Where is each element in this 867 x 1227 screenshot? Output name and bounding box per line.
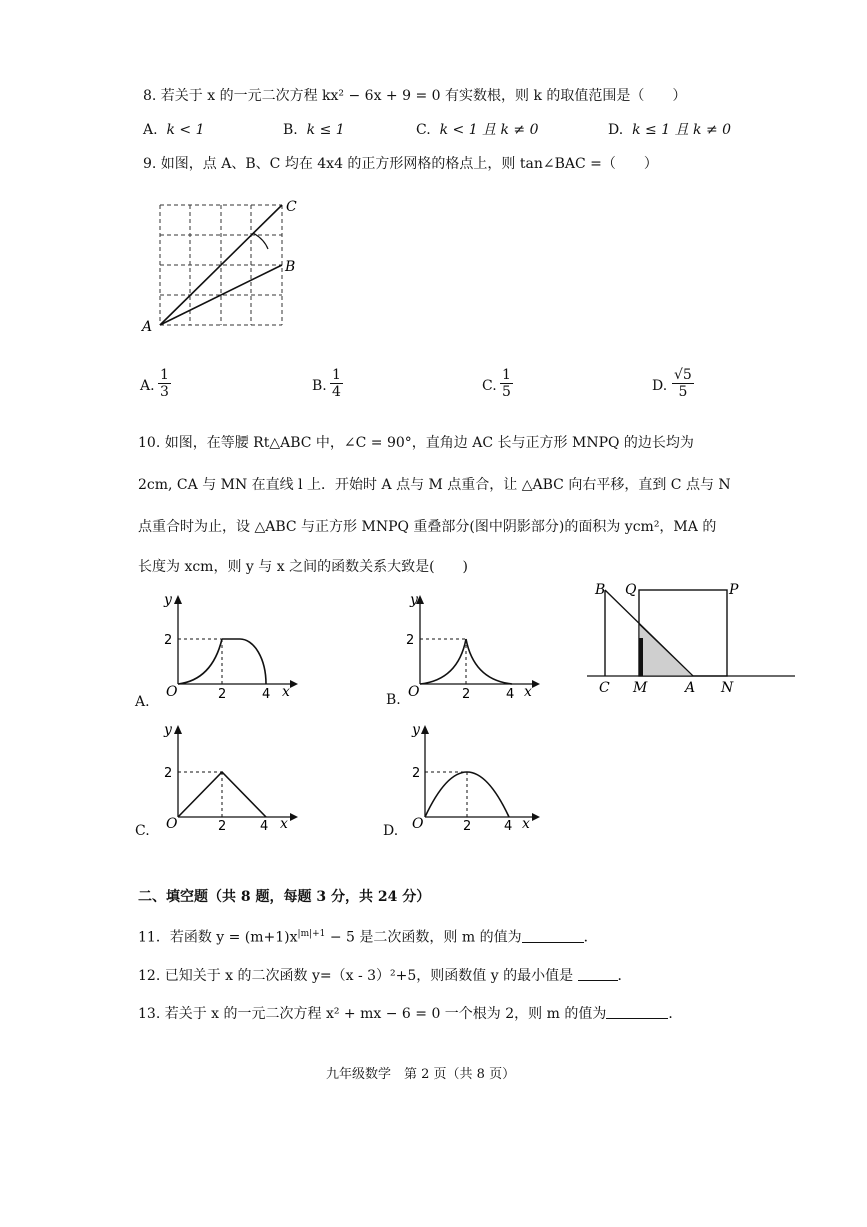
svg-text:M: M — [633, 680, 648, 696]
svg-text:y: y — [164, 592, 172, 608]
q10-graph-b — [400, 592, 550, 702]
svg-text:4: 4 — [504, 819, 513, 834]
q9-option-a-label: A. — [140, 378, 155, 394]
svg-text:y: y — [412, 722, 420, 738]
q9-option-d-label: D. — [652, 378, 668, 394]
q12-answer-blank — [578, 968, 618, 981]
svg-text:A: A — [685, 680, 696, 696]
q11-answer-blank — [522, 930, 584, 943]
q10-line-3: 点重合时为止，设 △ABC 与正方形 MNPQ 重叠部分(图中阴影部分)的面积为 ycm²，MA 的 — [138, 519, 717, 535]
q10-option-a-label: A. — [135, 694, 150, 710]
q10-triangle-square-figure — [585, 578, 800, 698]
page-footer: 九年级数学 第 2 页（共 8 页） — [326, 1067, 516, 1082]
svg-text:x: x — [522, 816, 530, 832]
point-c-label: C — [286, 199, 297, 215]
svg-text:2: 2 — [412, 766, 421, 781]
svg-text:O: O — [412, 816, 424, 832]
q9-option-b-label: B. — [312, 378, 327, 394]
q9-grid-figure — [140, 195, 320, 340]
svg-text:4: 4 — [506, 687, 515, 702]
q10-line-2: 2cm, CA 与 MN 在直线 l 上．开始时 A 点与 M 点重合，让 △ABC 向右平移，直到 C 点与 N — [138, 477, 731, 493]
svg-text:C: C — [599, 680, 610, 696]
q10-option-c-label: C. — [135, 823, 150, 839]
q9-option-d-fraction: $\frac{√5}{5}$ — [674, 367, 692, 400]
q9-option-b-fraction: $\frac{1}{4}$ — [332, 367, 341, 400]
q9-stem: 9. 如图，点 A、B、C 均在 4x4 的正方形网格的格点上，则 tan∠BAC =（ ） — [143, 156, 658, 172]
svg-text:Q: Q — [625, 582, 637, 598]
section-2-heading: 二、填空题（共 8 题，每题 3 分，共 24 分） — [138, 889, 431, 905]
svg-text:O: O — [408, 684, 420, 700]
q10-line-1: 10. 如图，在等腰 Rt△ABC 中，∠C = 90°，直角边 AC 长与正方形 MNPQ 的边长均为 — [138, 435, 694, 451]
svg-text:O: O — [166, 684, 178, 700]
q10-option-d-label: D. — [383, 823, 399, 839]
svg-text:y: y — [164, 722, 172, 738]
svg-text:P: P — [729, 582, 739, 598]
svg-text:2: 2 — [218, 819, 227, 834]
svg-text:x: x — [524, 684, 532, 700]
svg-text:4: 4 — [262, 687, 271, 702]
svg-text:2: 2 — [462, 687, 471, 702]
point-a-label: A — [142, 319, 153, 335]
svg-text:O: O — [166, 816, 178, 832]
q11-text: 11．若函数 $y = (m+1)x^{|m|+1} - 5$ 是二次函数，则 m 的值为 ． — [138, 929, 598, 946]
q8-option-a: A. k < 1 — [143, 122, 205, 138]
svg-text:4: 4 — [260, 819, 269, 834]
svg-text:2: 2 — [164, 633, 173, 648]
q10-graph-c — [150, 722, 300, 837]
q10-graph-a — [150, 592, 300, 702]
svg-text:y: y — [410, 592, 418, 608]
q12-text: 12. 已知关于 x 的二次函数 y=（x - 3）²+5，则函数值 y 的最小值是 ． — [138, 968, 632, 984]
q10-line-4: 长度为 xcm，则 y 与 x 之间的函数关系大致是( ) — [138, 559, 468, 575]
q9-option-c-label: C. — [482, 378, 497, 394]
q8-stem: 8. 若关于 x 的一元二次方程 kx² − 6x + 9 = 0 有实数根，则 k 的取值范围是（ ） — [143, 88, 687, 104]
q10-graph-d — [400, 722, 550, 837]
svg-text:N: N — [721, 680, 734, 696]
q8-option-b: B. k ≤ 1 — [283, 122, 345, 138]
segment-ab — [160, 265, 282, 325]
svg-text:B: B — [595, 582, 606, 598]
q9-option-a-fraction: $\frac{1}{3}$ — [160, 367, 169, 400]
q8-option-c: C. k < 1 且 k ≠ 0 — [416, 122, 539, 138]
q13-text: 13. 若关于 x 的一元二次方程 x² + mx − 6 = 0 一个根为 2，则 m 的值为 ． — [138, 1006, 683, 1022]
q8-option-d: D. k ≤ 1 且 k ≠ 0 — [608, 122, 732, 138]
svg-text:x: x — [280, 816, 288, 832]
svg-text:2: 2 — [218, 687, 227, 702]
svg-text:x: x — [282, 684, 290, 700]
q10-option-b-label: B. — [386, 692, 401, 708]
q13-answer-blank — [606, 1006, 668, 1019]
q9-option-c-fraction: $\frac{1}{5}$ — [502, 367, 511, 400]
svg-text:2: 2 — [463, 819, 472, 834]
svg-text:2: 2 — [406, 633, 415, 648]
svg-text:2: 2 — [164, 766, 173, 781]
point-b-label: B — [285, 259, 296, 275]
